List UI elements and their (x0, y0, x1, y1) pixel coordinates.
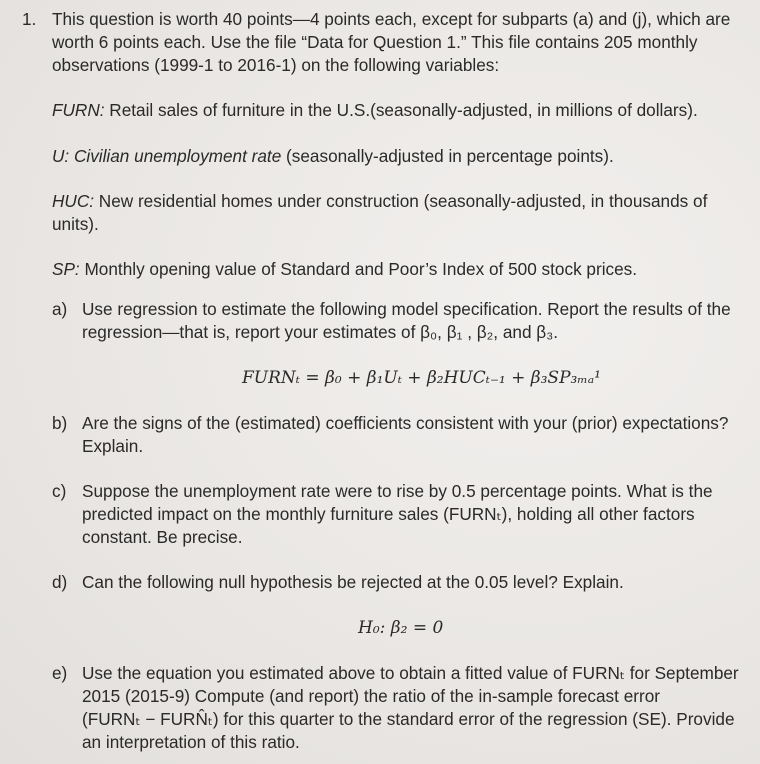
variable-furn-name: FURN: (52, 100, 105, 120)
variable-huc-name: HUC: (52, 191, 95, 211)
variable-sp-desc: Monthly opening value of Standard and Poor’s Index of 500 stock prices. (79, 259, 638, 279)
variable-sp (52, 258, 637, 281)
variable-furn (52, 99, 698, 122)
variable-sp-name: SP: (52, 259, 80, 279)
part-b-label: b) (52, 413, 68, 433)
variable-u-desc: (seasonally-adjusted in percentage points). (281, 146, 614, 166)
variable-u-name: U: Civilian unemployment rate (52, 146, 282, 166)
variable-furn-desc: Retail sales of furniture in the U.S.(seasonally-adjusted, in millions of dollars). (104, 100, 698, 120)
part-e-line-2: 2015 (2015-9) Compute (and report) the ratio of the in-sample forecast error (82, 686, 660, 706)
part-d-label: d) (52, 572, 68, 592)
intro-line-1: This question is worth 40 points—4 points each, except for subparts (a) and (j), which are (52, 9, 731, 29)
part-c-line-1: Suppose the unemployment rate were to rise by 0.5 percentage points. What is the (82, 481, 713, 501)
part-c-label: c) (52, 481, 67, 501)
variable-huc (52, 190, 707, 213)
variable-u (52, 145, 614, 168)
part-e-label: e) (52, 663, 68, 683)
variable-huc-desc-1: New residential homes under construction (seasonally-adjusted, in thousands of (94, 191, 708, 211)
question-number: 1. (22, 9, 37, 29)
part-a-line-2: regression—that is, report your estimates of β₀, β₁ , β₂, and β₃. (82, 322, 558, 342)
part-c-line-3: constant. Be precise. (82, 527, 243, 547)
part-b-line-2: Explain. (82, 436, 144, 456)
part-d-line-1: Can the following null hypothesis be rejected at the 0.05 level? Explain. (82, 572, 624, 592)
part-a-line-1: Use regression to estimate the following model specification. Report the results of the (82, 299, 731, 319)
intro-line-2: worth 6 points each. Use the file “Data for Question 1.” This file contains 205 monthly (52, 32, 698, 52)
intro-line-3: observations (1999-1 to 2016-1) on the following variables: (52, 55, 500, 75)
part-c-line-2: predicted impact on the monthly furniture sales (FURNₜ), holding all other factors (82, 504, 695, 524)
part-d-equation: H₀: β₂ = 0 (358, 618, 444, 638)
part-a-label: a) (52, 299, 68, 319)
part-e-line-1: Use the equation you estimated above to obtain a fitted value of FURNₜ for September (82, 663, 739, 683)
variable-huc-desc-2: units). (52, 214, 99, 234)
part-a-equation: FURNₜ = β₀ + β₁Uₜ + β₂HUCₜ₋₁ + β₃SP₃ₘₐ¹ (242, 368, 601, 388)
part-e-line-4: an interpretation of this ratio. (82, 732, 300, 752)
part-b-line-1: Are the signs of the (estimated) coefficients consistent with your (prior) expectations? (82, 413, 729, 433)
part-e-line-3: (FURNₜ − FURN̂ₜ) for this quarter to the standard error of the regression (SE). Provide (82, 709, 735, 729)
